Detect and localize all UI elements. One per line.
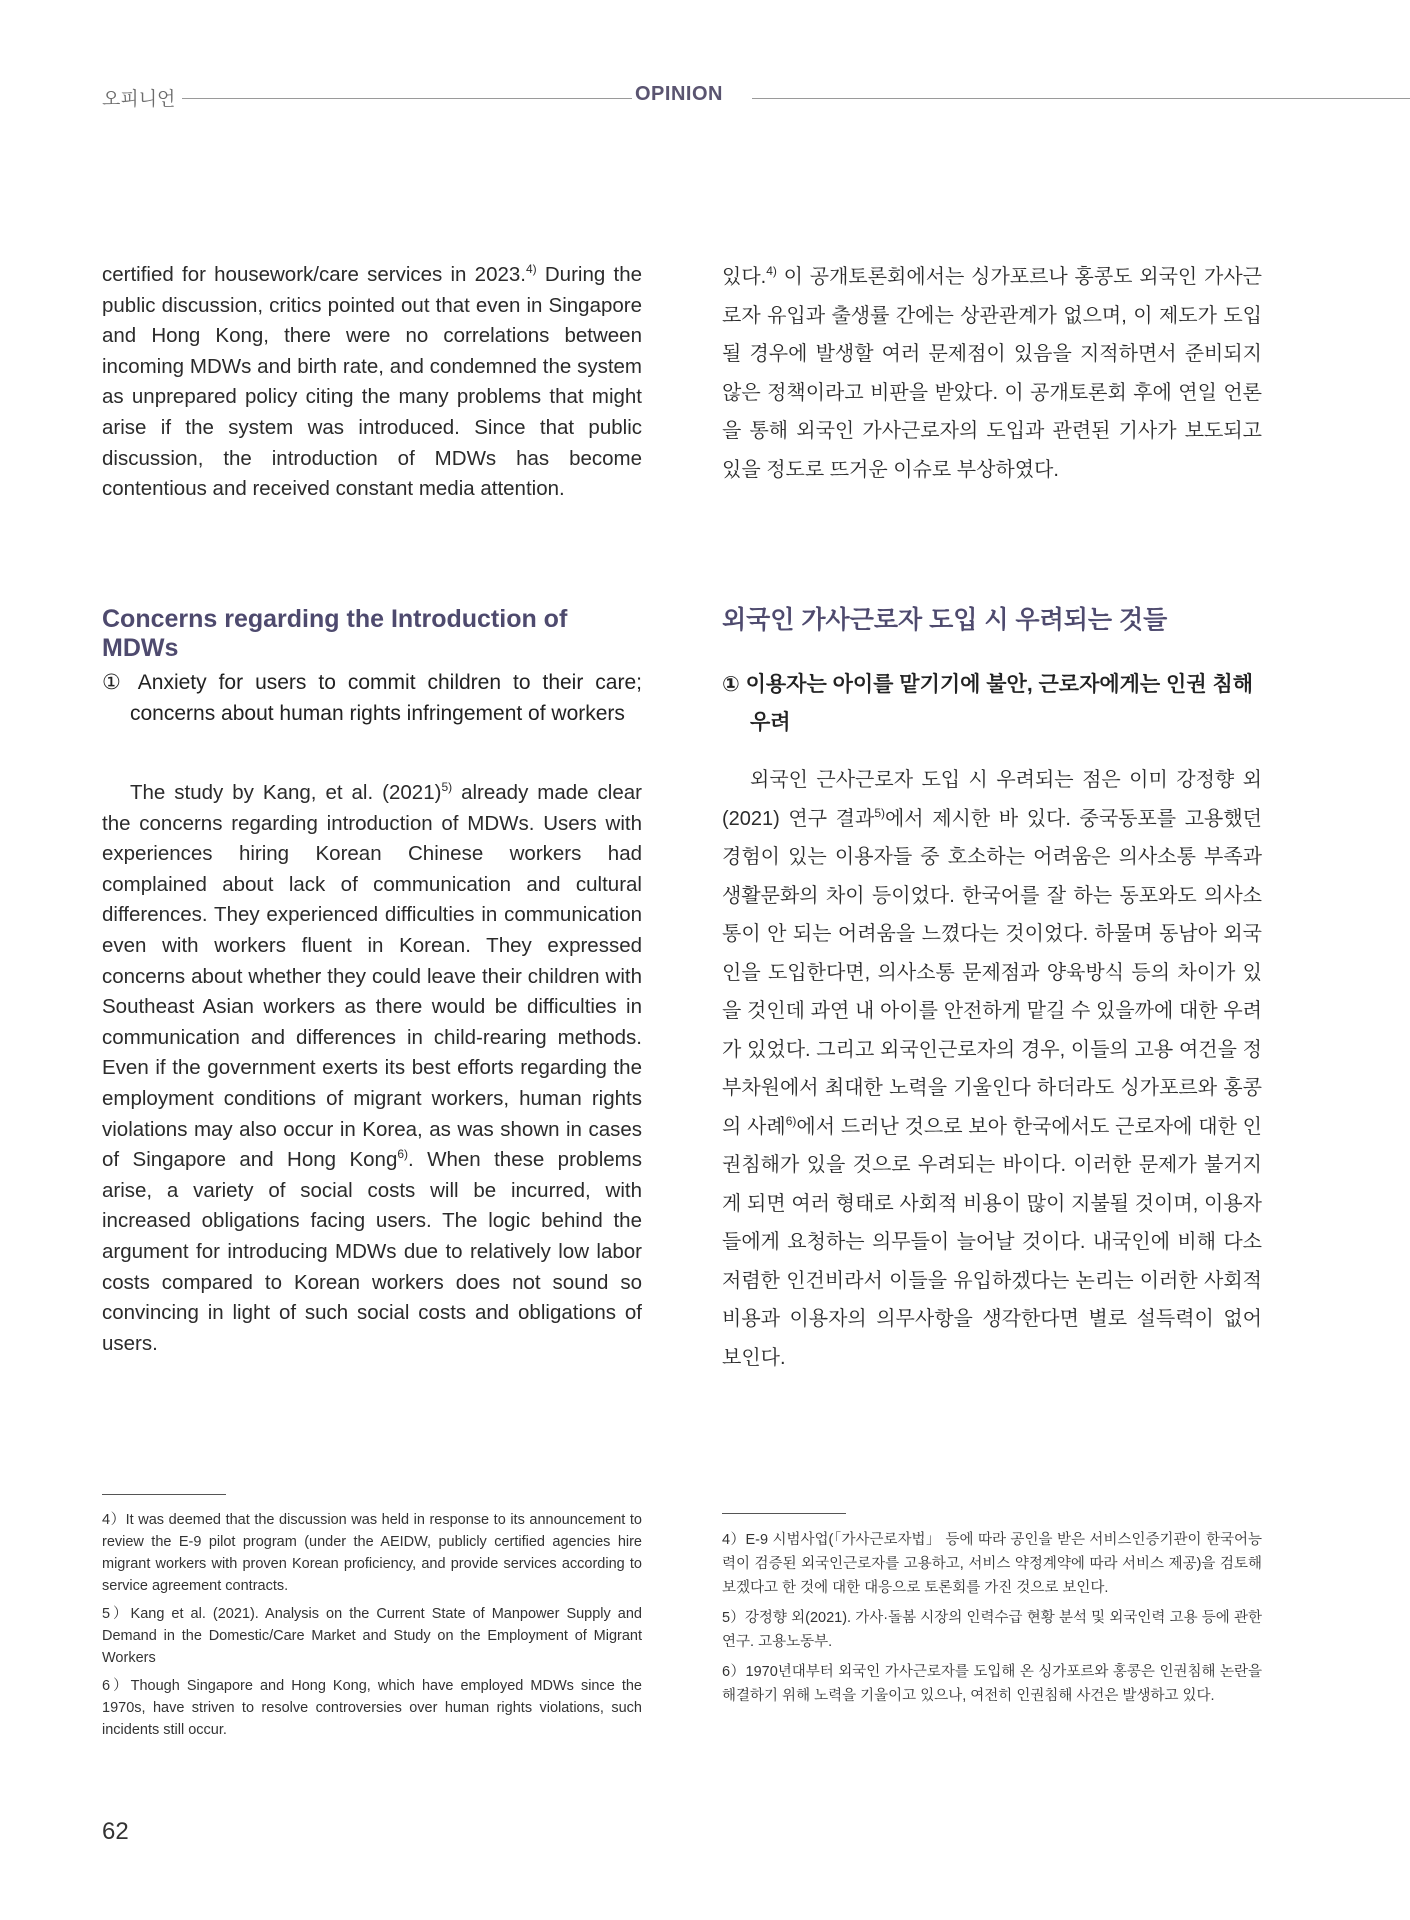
english-footnotes xyxy=(102,1509,642,1747)
intro-text: certified for housework/care services in 2023. xyxy=(102,263,526,286)
english-intro xyxy=(102,260,642,505)
korean-body-paragraph xyxy=(722,761,1262,1377)
subheading: ① 이용자는 아이를 맡기기에 불안, 근로자에게는 인권 침해 우려 xyxy=(722,673,1254,734)
korean-subheading-block xyxy=(722,666,1262,742)
footnote-ref: 5) xyxy=(441,780,453,794)
footnote-ref: 6) xyxy=(397,1147,409,1162)
footnote: 6）1970년대부터 외국인 가사근로자를 도입해 온 싱가포르와 홍콩은 인권침해 논란을 해결하기 위해 노력을 기울이고 있으나, 여전히 인권침해 사건은 발생하고 있다. xyxy=(722,1664,1262,1704)
footnote: 4）E-9 시범사업(「가사근로자법」 등에 따라 공인을 받은 서비스인증기관이 한국어능력이 검증된 외국인근로자를 고용하고, 서비스 약정계약에 따라 서비스 제공)을 검토해 보겠다고 한 것에 대한 대응으로 토론회를 가진 것으로 보인다. xyxy=(722,1532,1262,1596)
section-heading: 외국인 가사근로자 도입 시 우려되는 것들 xyxy=(722,606,1168,634)
body-text-b: 에서 제시한 바 있다. 중국동포를 고용했던 경험이 있는 이용자들 중 호소하는 어려움은 의사소통 부족과 생활문화의 차이 등이었다. 한국어를 잘 하는 동포와도 의사소통이 안 되는 어려움을 느꼈다는 것이었다. 하물며 동남아 외국인을 도입한다면, 의사소통 문제점과 양육방식 등의 차이가 있을 것인데 과연 내 아이를 안전하게 맡길 수 있을까에 대한 우려가 있었다. 그리고 외국인근로자의 경우, 이들의 고용 여건을 정부차원에서 최대한 노력을 기울인다 하더라도 싱가포르와 홍콩의 사례 xyxy=(722,807,1262,1138)
page-number: 62 xyxy=(102,1818,129,1845)
english-body-paragraph xyxy=(102,778,642,1359)
header-rule-right xyxy=(752,98,1410,99)
english-heading-block xyxy=(102,605,642,663)
footnote-divider xyxy=(722,1513,846,1514)
intro-text: 있다. xyxy=(722,266,767,288)
footnote-ref: 5) xyxy=(874,805,885,820)
korean-intro xyxy=(722,258,1262,489)
english-subheading-block xyxy=(102,668,642,729)
footnote-ref: 4) xyxy=(525,262,537,276)
header-rule-left xyxy=(182,98,632,99)
intro-text-rest: During the public discussion, critics pointed out that even in Singapore and Hong Kong, there were no correlations between incoming MDWs and birth rate, and condemned the system as unprepared policy citing the many problems that might arise if the system was introduced. Since that public discussion, the introduction of MDWs has become contentious and received constant media attention. xyxy=(102,263,642,501)
body-text-a: The study by Kang, et al. (2021) xyxy=(130,781,442,804)
footnote-ref: 6) xyxy=(785,1113,797,1128)
footnote: 5）강정향 외(2021). 가사·돌봄 시장의 인력수급 현황 분석 및 외국인력 고용 등에 관한 연구. 고용노동부. xyxy=(722,1610,1262,1650)
page-header xyxy=(102,84,1410,114)
english-body xyxy=(102,778,642,1359)
body-text-b: already made clear the concerns regarding introduction of MDWs. Users with experiences hiring Korean Chinese workers had complained about lack of communication and cultural differences. They experienced difficulties in communication even with workers fluent in Korean. They expressed concerns about whether they could leave their children with Southeast Asian workers as there would be difficulties in communication and differences in child-rearing methods. Even if the government exerts its best efforts regarding the employment conditions of migrant workers, human rights violations may also occur in Korea, as was shown in cases of Singapore and Hong Kong xyxy=(102,781,642,1172)
footnote-ref: 4) xyxy=(766,264,777,278)
body-text-c: . When these problems arise, a variety of social costs will be incurred, with increased obligations facing users. The logic behind the argument for introducing MDWs due to relatively low labor costs compared to Korean workers does not sound so convincing in light of such social costs and obligations of users. xyxy=(102,1148,642,1355)
body-text-c: 에서 드러난 것으로 보아 한국에서도 근로자에 대한 인권침해가 있을 것으로 우려되는 바이다. 이러한 문제가 불거지게 되면 여러 형태로 사회적 비용이 많이 지불될 것이며, 이용자들에게 요청하는 의무들이 늘어날 것이다. 내국인에 비해 다소 저렴한 인건비라서 이들을 유입하겠다는 논리는 이러한 사회적 비용과 이용자의 의무사항을 생각한다면 별로 설득력이 없어 보인다. xyxy=(722,1115,1262,1369)
header-title: OPINION xyxy=(635,83,723,105)
korean-heading-block xyxy=(722,600,1262,636)
body-text-a: 외국인 근사근로자 도입 시 우려되는 점은 이미 강정향 외(2021) 연구 결과 xyxy=(722,769,1262,830)
english-intro-paragraph xyxy=(102,260,642,505)
footnote-divider xyxy=(102,1494,226,1495)
korean-body xyxy=(722,761,1262,1377)
section-heading: Concerns regarding the Introduction of MDWs xyxy=(102,605,568,662)
footnote: 6）Though Singapore and Hong Kong, which have employed MDWs since the 1970s, have striven to resolve controversies over human rights violations, such incidents still occur. xyxy=(102,1678,642,1738)
section-label: 오피니언 xyxy=(102,89,176,110)
footnote: 5）Kang et al. (2021). Analysis on the Current State of Manpower Supply and Demand in the Domestic/Care Market and Study on the Employment of Migrant Workers xyxy=(102,1606,642,1666)
subheading: ① Anxiety for users to commit children to their care; concerns about human rights infringement of workers xyxy=(102,671,642,725)
footnote: 4）It was deemed that the discussion was held in response to its announcement to review the E-9 pilot program (under the AEIDW, publicly certified agencies hire migrant workers with proven Korean proficiency, and provide services according to service agreement contracts. xyxy=(102,1512,642,1594)
korean-footnotes xyxy=(722,1528,1262,1714)
intro-text-rest: 이 공개토론회에서는 싱가포르나 홍콩도 외국인 가사근로자 유입과 출생률 간에는 상관관계가 없으며, 이 제도가 도입될 경우에 발생할 여러 문제점이 있음을 지적하면서 준비되지 않은 정책이라고 비판을 받았다. 이 공개토론회 후에 연일 언론을 통해 외국인 가사근로자의 도입과 관련된 기사가 보도되고 있을 정도로 뜨거운 이슈로 부상하였다. xyxy=(722,266,1262,481)
korean-intro-paragraph xyxy=(722,258,1262,489)
